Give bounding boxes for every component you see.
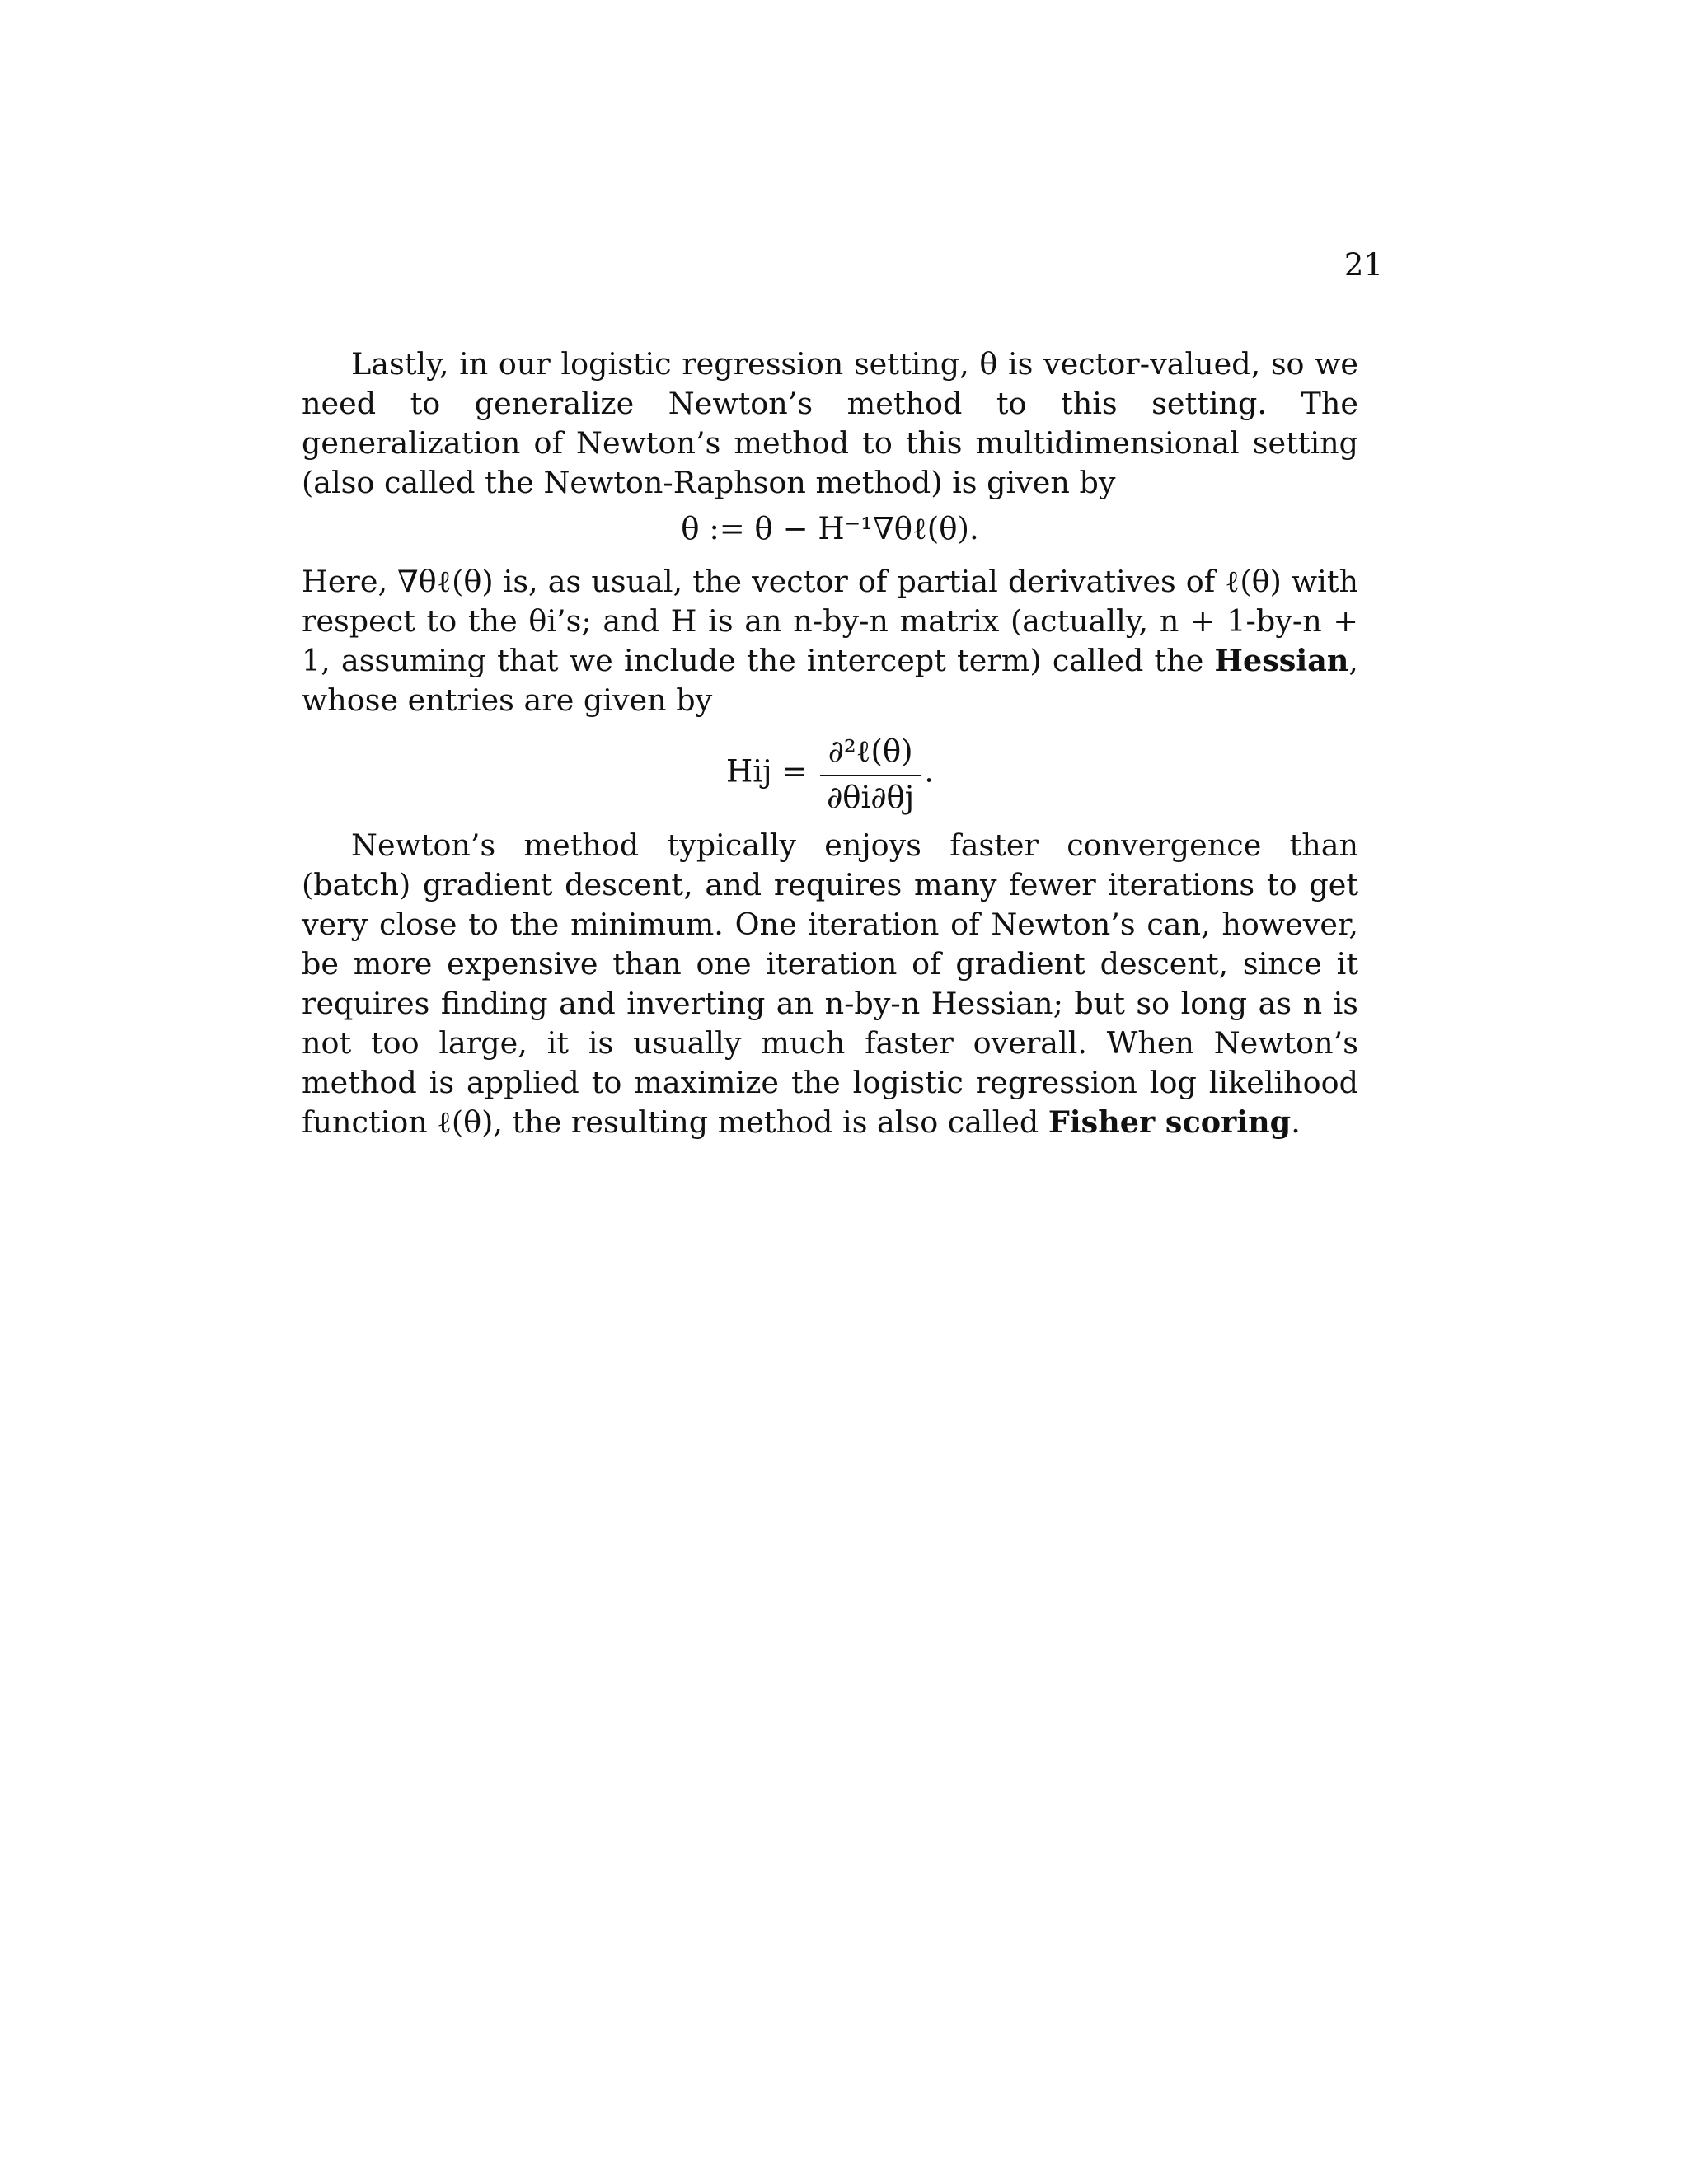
equation-hessian-entries [302,732,1358,816]
hessian-denominator: ∂θi∂θj [827,780,915,815]
comparison-text-after: . [1291,1104,1301,1140]
document-body [302,344,1358,1142]
hessian-lhs: Hij = [726,753,808,790]
comparison-text-before: Newton’s method typically enjoys faster convergence than (batch) gradient descent, and requires many fewer iterations to get very close to the minimum. One iteration of Newton’s can, however, be more expensive than one iteration of gradient descent, since it requires finding and inverting an n-by-n Hessian; but so long as n is not too large, it is usually much faster overall. When Newton’s method is applied to maximize the logistic regression log likelihood function ℓ(θ), the resulting method is also called [302,827,1358,1140]
paragraph-newton-method-comparison [302,826,1358,1142]
paragraph-hessian-definition [302,562,1358,720]
hessian-term: Hessian [1214,643,1349,678]
hessian-text-after: , whose entries are given by [302,643,1358,718]
hessian-text-before: Here, ∇θℓ(θ) is, as usual, the vector of partial derivatives of ℓ(θ) with respect to the θi’s; and H is an n-by-n matrix (actually, n + 1-by-n + 1, assuming that we include the intercept term) called the [302,564,1358,678]
page-number: 21 [1343,247,1383,283]
fisher-scoring-term: Fisher scoring [1048,1104,1292,1140]
hessian-equation-period: . [924,753,934,790]
hessian-fraction [820,732,921,816]
paragraph-newton-raphson-intro: Lastly, in our logistic regression setting, θ is vector-valued, so we need to generalize Newton’s method to this setting. The generalization of Newton’s method to this multidimensional setting (also called the Newton-Raphson method) is given by [302,346,1358,500]
hessian-numerator: ∂²ℓ(θ) [820,732,921,776]
equation-newton-raphson-update: θ := θ − H⁻¹∇θℓ(θ). [681,511,979,546]
